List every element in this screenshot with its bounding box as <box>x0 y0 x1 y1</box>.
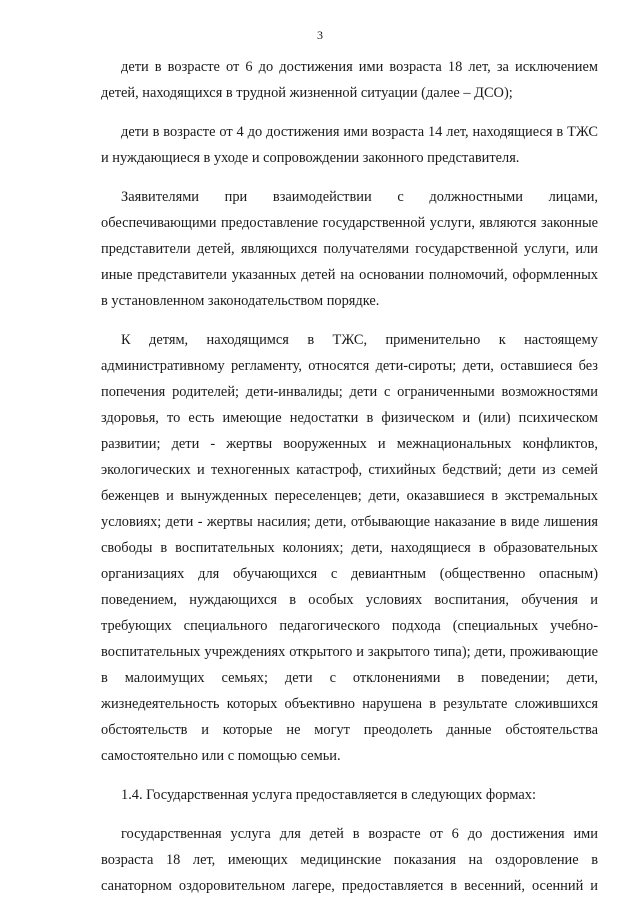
paragraph-tzhs-children: дети в возрасте от 4 до достижения ими возраста 14 лет, находящиеся в ТЖС и нуждающиеся в уходе и сопровождении законного представителя. <box>101 124 598 166</box>
paragraph-tzhs-categories: К детям, находящимся в ТЖС, применительно к настоящему административному регламенту, относятся дети-сироты; дети, оставшиеся без попечения родителей; дети-инвалиды; дети с ограниченными возможностями здоровья, то есть имеющие недостатки в физическом и (или) психическом развитии; дети - жертвы вооруженных и межнациональных конфликтов, экологических и техногенных катастроф, стихийных бедствий; дети из семей беженцев и вынужденных переселенцев; дети, оказавшиеся в экстремальных условиях; дети - жертвы насилия; дети, отбывающие наказание в виде лишения свободы в воспитательных колониях; дети, находящиеся в образовательных организациях для обучающихся с девиантным (общественно опасным) поведением, нуждающихся в особых условиях воспитания, обучения и требующих специального педагогического подхода (специальных учебно-воспитательных учреждениях открытого и закрытого типа); дети, проживающие в малоимущих семьях; дети с отклонениями в поведении; дети, жизнедеятельность которых объективно нарушена в результате сложившихся обстоятельств и которые не могут преодолеть данные обстоятельства самостоятельно или с помощью семьи. <box>101 332 598 764</box>
paragraph-applicants: Заявителями при взаимодействии с должностными лицами, обеспечивающими предоставление государственной услуги, являются законные представители детей, являющихся получателями государственной услуги, или иные представители указанных детей на основании полномочий, оформленных в установленном законодательством порядке. <box>101 189 598 309</box>
page-number: 3 <box>317 28 323 42</box>
document-body <box>101 54 598 899</box>
paragraph-dso-definition: дети в возрасте от 6 до достижения ими возраста 18 лет, за исключением детей, находящихся в трудной жизненной ситуации (далее – ДСО); <box>101 59 598 101</box>
section-heading-1-4: 1.4. Государственная услуга предоставляется в следующих формах: <box>121 787 536 803</box>
paragraph-service-forms: государственная услуга для детей в возрасте от 6 до достижения ими возраста 18 лет, имеющих медицинские показания на оздоровление в санаторном оздоровительном лагере, предоставляется в весенний, осенний и <box>101 826 598 894</box>
